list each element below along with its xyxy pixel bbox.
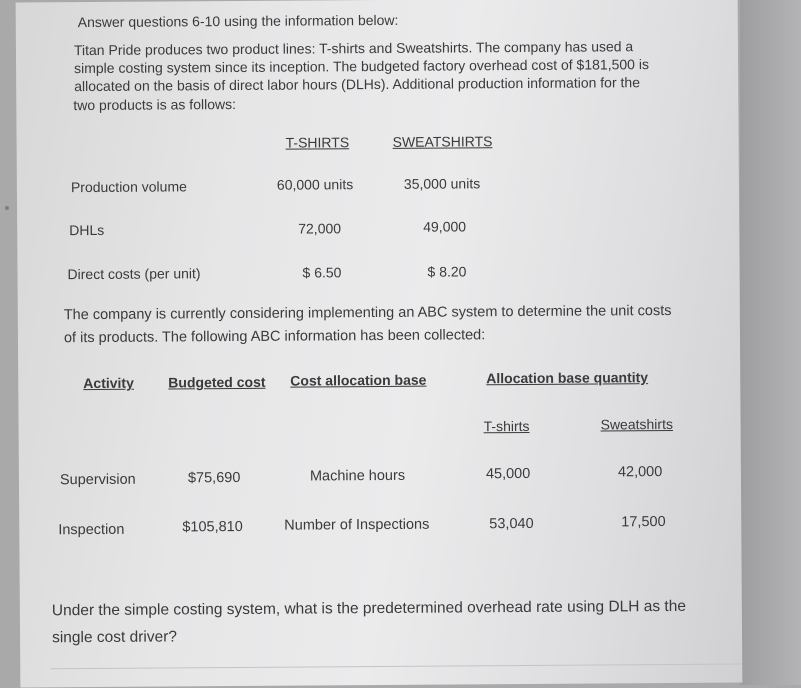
tshirts-dhls: 72,000 xyxy=(298,220,342,237)
intro-line-4: two products is as follows: xyxy=(73,95,237,114)
abc-activity-supervision: Supervision xyxy=(59,471,136,489)
abc-sweatshirts-inspection: 17,500 xyxy=(621,514,666,531)
abc-base-supervision: Machine hours xyxy=(309,467,406,485)
abc-header-activity: Activity xyxy=(83,374,134,392)
document-page xyxy=(16,0,743,688)
abc-activity-inspection: Inspection xyxy=(58,521,125,539)
sweatshirts-direct-costs: $ 8.20 xyxy=(427,263,467,280)
intro-line-1: Titan Pride produces two product lines: T-shirts and Sweatshirts. The company has used a xyxy=(73,38,634,59)
abc-tshirts-supervision: 45,000 xyxy=(485,465,531,483)
abc-cost-inspection: $105,810 xyxy=(182,518,243,536)
abc-intro-line-2: of its products. The following ABC information has been collected: xyxy=(63,327,486,347)
tshirts-direct-costs: $ 6.50 xyxy=(302,264,342,281)
abc-sweatshirts-supervision: 42,000 xyxy=(617,464,663,481)
background-speck xyxy=(5,206,9,210)
sweatshirts-dhls: 49,000 xyxy=(423,218,467,235)
abc-subheader-tshirts: T-shirts xyxy=(483,417,530,435)
header-tshirts: T-SHIRTS xyxy=(285,134,350,151)
tshirts-production-volume: 60,000 units xyxy=(276,176,354,193)
question-line-1: Under the simple costing system, what is the predetermined overhead rate using DLH as the xyxy=(51,597,687,620)
header-sweatshirts: SWEATSHIRTS xyxy=(392,133,493,150)
intro-line-3: allocated on the basis of direct labor hours (DLHs). Additional production information for the xyxy=(74,74,641,95)
abc-header-allocation-base: Cost allocation base xyxy=(290,371,427,389)
row-label-dhls: DHLs xyxy=(69,221,105,239)
intro-line-2: simple costing system since its inception. The budgeted factory overhead cost of $181,500 is xyxy=(74,56,649,77)
abc-intro-line-1: The company is currently considering implementing an ABC system to determine the unit costs xyxy=(63,302,672,324)
divider xyxy=(50,663,742,669)
abc-header-quantity: Allocation base quantity xyxy=(486,369,649,387)
abc-subheader-sweatshirts: Sweatshirts xyxy=(600,415,673,433)
abc-tshirts-inspection: 53,040 xyxy=(489,515,534,533)
intro-heading: Answer questions 6-10 using the information below: xyxy=(77,11,399,31)
background-edge xyxy=(740,0,801,685)
question-line-2: single cost driver? xyxy=(51,628,178,647)
abc-header-budgeted-cost: Budgeted cost xyxy=(168,373,266,391)
abc-cost-supervision: $75,690 xyxy=(187,469,241,487)
row-label-direct-costs: Direct costs (per unit) xyxy=(67,265,201,283)
sweatshirts-production-volume: 35,000 units xyxy=(403,175,481,192)
abc-base-inspection: Number of Inspections xyxy=(284,516,430,534)
row-label-production-volume: Production volume xyxy=(70,178,187,196)
